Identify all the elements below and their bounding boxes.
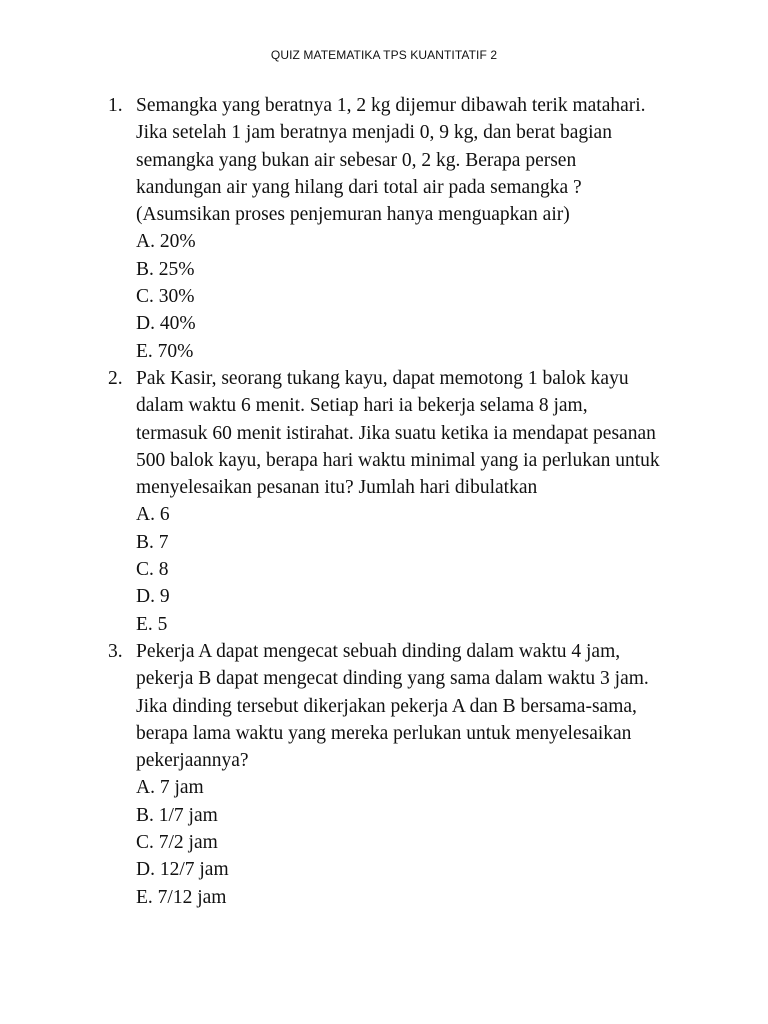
answer-option-d: D. 9	[136, 586, 170, 608]
document-header: QUIZ MATEMATIKA TPS KUANTITATIF 2	[270, 48, 498, 62]
question-number: 1.	[108, 95, 123, 116]
question-text-line: Pekerja A dapat mengecat sebuah dinding dalam waktu 4 jam,	[136, 640, 621, 662]
question-list	[108, 92, 708, 911]
question-text-line: (Asumsikan proses penjemuran hanya menguapkan air)	[136, 204, 570, 226]
question-number: 2.	[108, 367, 123, 389]
answer-option-e: E. 7/12 jam	[136, 886, 227, 908]
question-text-line: dalam waktu 6 menit. Setiap hari ia bekerja selama 8 jam,	[136, 395, 588, 417]
question-number: 3.	[108, 640, 123, 662]
question-text-line: Jika setelah 1 jam beratnya menjadi 0, 9 kg, dan berat bagian	[136, 122, 612, 144]
answer-option-e: E. 5	[136, 613, 168, 635]
question-text-line: kandungan air yang hilang dari total air pada semangka ?	[136, 176, 582, 198]
answer-option-a: A. 6	[136, 504, 170, 526]
answer-option-a: A. 20%	[136, 231, 196, 253]
answer-option-d: D. 40%	[136, 313, 196, 335]
answer-option-c: C. 30%	[136, 286, 195, 308]
answer-option-e: E. 70%	[136, 340, 194, 362]
question-text-line: pekerjaannya?	[136, 750, 249, 772]
answer-option-a: A. 7 jam	[136, 777, 204, 799]
question-text-line: Jika dinding tersebut dikerjakan pekerja A dan B bersama-sama,	[136, 695, 637, 717]
question-text-line: semangka yang bukan air sebesar 0, 2 kg. Berapa persen	[136, 149, 577, 171]
question-1	[108, 92, 708, 365]
answer-option-c: C. 7/2 jam	[136, 832, 218, 854]
question-text-line: 500 balok kayu, berapa hari waktu minimal yang ia perlukan untuk	[136, 449, 660, 471]
question-text-line: Pak Kasir, seorang tukang kayu, dapat memotong 1 balok kayu	[136, 367, 629, 389]
question-3	[108, 638, 708, 911]
question-text-line: menyelesaikan pesanan itu? Jumlah hari dibulatkan	[136, 477, 538, 499]
question-text-line: berapa lama waktu yang mereka perlukan untuk menyelesaikan	[136, 722, 632, 744]
question-text-line: pekerja B dapat mengecat dinding yang sama dalam waktu 3 jam.	[136, 668, 649, 690]
question-2	[108, 365, 708, 638]
answer-option-b: B. 25%	[136, 258, 195, 280]
answer-option-d: D. 12/7 jam	[136, 859, 229, 881]
question-text-line: termasuk 60 menit istirahat. Jika suatu ketika ia mendapat pesanan	[136, 422, 656, 444]
answer-option-b: B. 1/7 jam	[136, 804, 218, 826]
question-text-line: Semangka yang beratnya 1, 2 kg dijemur dibawah terik matahari.	[136, 95, 646, 116]
answer-option-c: C. 8	[136, 559, 169, 581]
answer-option-b: B. 7	[136, 531, 169, 553]
